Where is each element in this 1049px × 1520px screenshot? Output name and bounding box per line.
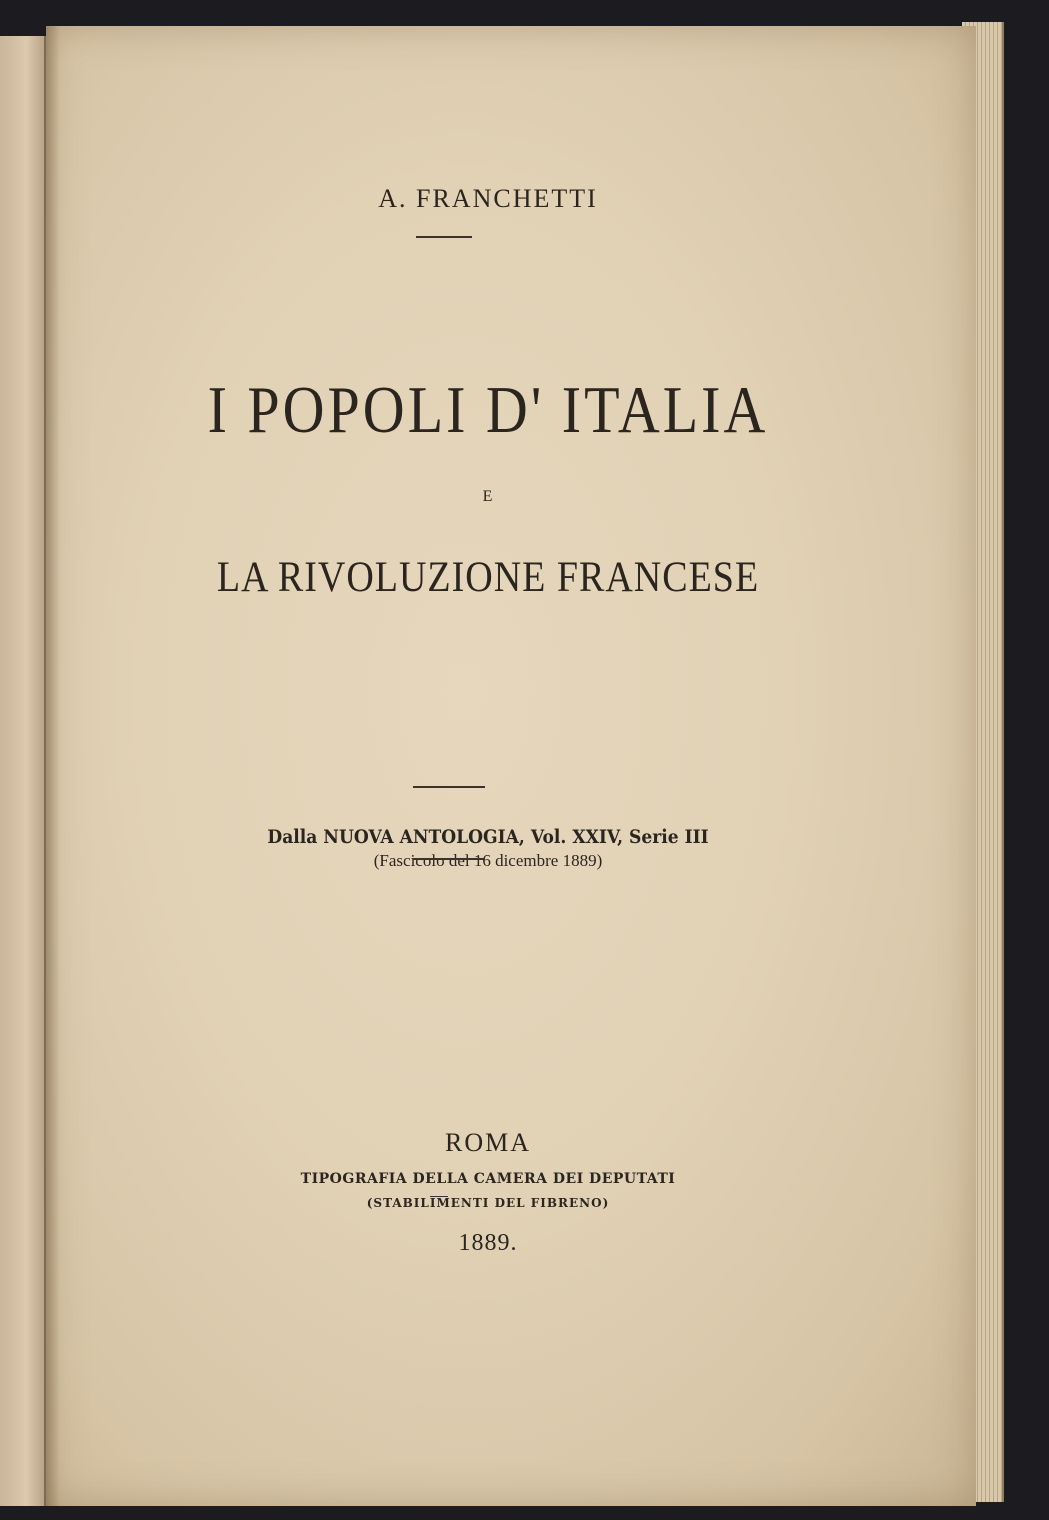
title-conjunction: E xyxy=(482,488,494,505)
book-title: I POPOLI D' ITALIA xyxy=(207,372,769,447)
facing-page-edge xyxy=(0,36,46,1506)
imprint-year: 1889. xyxy=(458,1230,518,1256)
imprint-rule xyxy=(430,1196,448,1197)
source-issue: (Fascicolo del 16 dicembre 1889) xyxy=(373,851,603,870)
title-page xyxy=(46,26,976,1506)
book-subtitle: LA RIVOLUZIONE FRANCESE xyxy=(216,553,760,602)
source-publication: Dalla NUOVA ANTOLOGIA, Vol. XXIV, Serie III xyxy=(267,826,709,848)
page-gutter-shadow xyxy=(46,26,60,1506)
source-bottom-rule xyxy=(413,858,485,860)
author-name: A. FRANCHETTI xyxy=(378,184,598,213)
imprint-printer: TIPOGRAFIA DELLA CAMERA DEI DEPUTATI xyxy=(300,1171,676,1187)
source-top-rule xyxy=(413,786,485,788)
imprint-city: ROMA xyxy=(444,1128,531,1157)
author-rule xyxy=(416,236,472,238)
imprint-works: (STABILIMENTI DEL FIBRENO) xyxy=(366,1196,610,1210)
